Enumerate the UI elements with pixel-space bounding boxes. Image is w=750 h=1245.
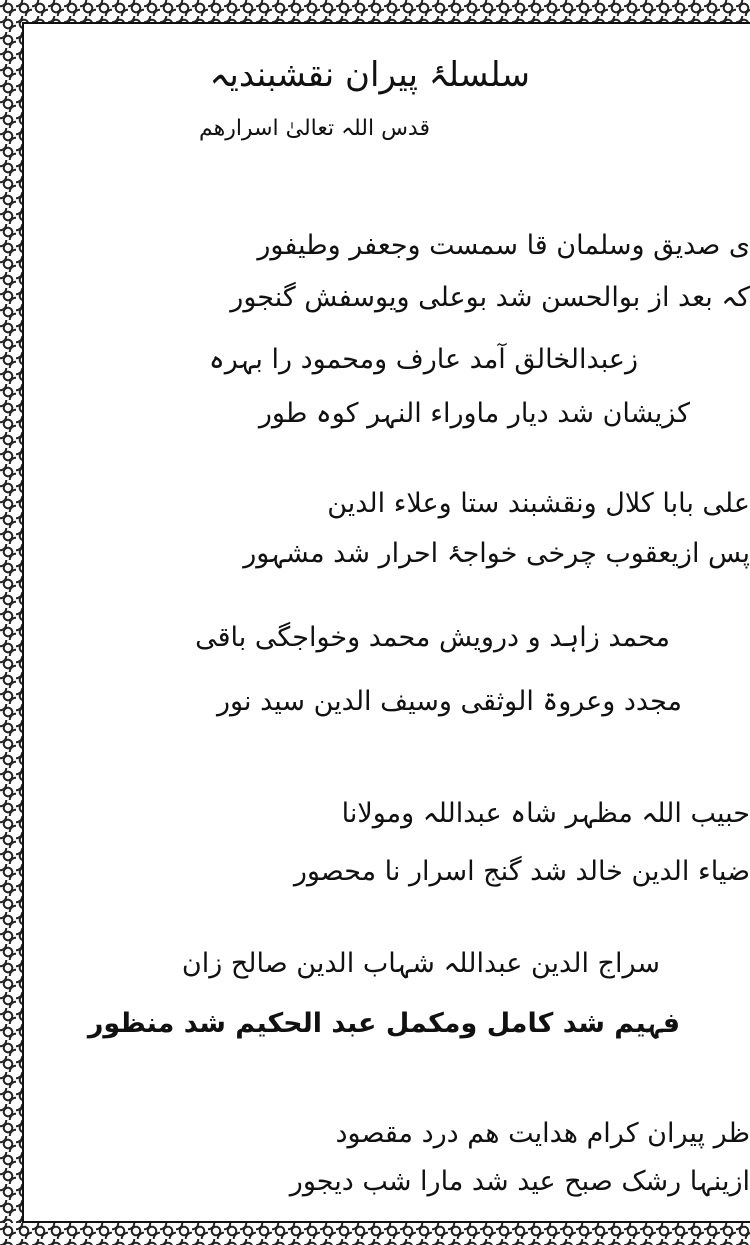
page-title: سلسلۂ پیران نقشبندیہ: [209, 55, 530, 95]
verse-line: حبیب اللہ مظہر شاہ عبداللہ ومولانا: [341, 798, 750, 829]
verse-line: ازینہا رشک صبح عید شد مارا شب دیجور: [289, 1166, 750, 1197]
verse-line: مجدد وعروۃ الوثقی وسیف الدین سید نور: [216, 686, 682, 717]
ornamental-border-bottom: [0, 1223, 750, 1245]
verse-line: زعبدالخالق آمد عارف ومحمود را بہرہ: [208, 344, 638, 375]
page-subtitle: قدس اللہ تعالیٰ اسرارھم: [198, 116, 430, 141]
verse-line: ظر پیران کرام ھدایت ھم درد مقصود: [335, 1118, 750, 1149]
verse-line: محمد زاہد و درویش محمد وخواجگی باقی: [195, 622, 670, 653]
verse-line: کزیشان شد دیار ماوراء النہر کوہ طور: [258, 398, 690, 429]
verse-line: کہ بعد از بوالحسن شد بوعلی ویوسفش گنجور: [230, 282, 750, 313]
verse-line: علی بابا کلال ونقشبند ستا وعلاء الدین: [327, 488, 750, 519]
verse-line: فہیم شد کامل ومکمل عبد الحکیم شد منظور: [87, 1008, 680, 1039]
ornamental-border-top: [0, 0, 750, 22]
ornamental-border-left: [0, 0, 22, 1245]
verse-line: ضیاء الدین خالد شد گنج اسرار نا محصور: [293, 856, 750, 887]
verse-line: پس ازیعقوب چرخی خواجۂ احرار شد مشہور: [243, 538, 750, 569]
verse-line: ی صدیق وسلمان قا سمست وجعفر وطیفور: [257, 230, 750, 261]
verse-line: سراج الدین عبداللہ شہاب الدین صالح زان: [181, 948, 660, 979]
